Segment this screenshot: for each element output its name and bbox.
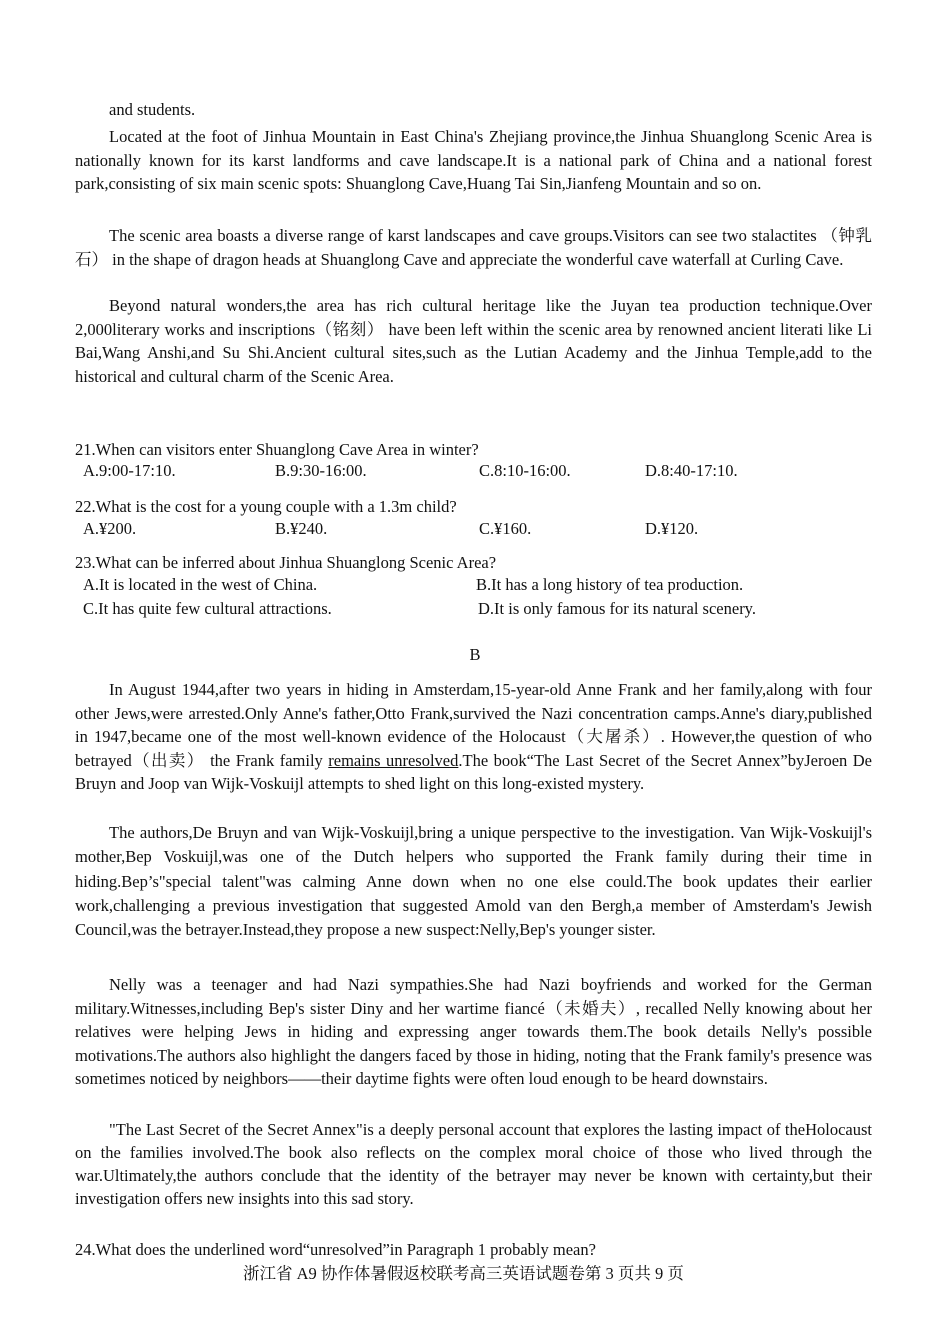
option-d: D.It is only famous for its natural scenery. — [478, 599, 756, 618]
passage-a-paragraph-1: Located at the foot of Jinhua Mountain in East China's Zhejiang province,the Jinhua Shuanglong Scenic Area is nationally known for its karst landforms and cave landscape.It is a national park of China and a national forest park,consisting of six main scenic spots: Shuanglong Cave,Huang Tai Sin,Jianfeng Mountain and so on. — [75, 127, 872, 193]
paragraph-1-text-before: In August 1944,after two years in hiding in Amsterdam,15-year-old Anne Frank and her family,along with four other Jews,were arrested.Only Anne's father,Otto Frank,survived the Nazi concentration camps.Anne's diary,published in 1947,became one of the most well-known evidence of the Holocaust（大屠杀）. However,the question of who betrayed（出卖） the Frank family — [75, 680, 872, 770]
question-23-options-row-1 — [83, 575, 873, 598]
question-21-stem: 21.When can visitors enter Shuanglong Cave Area in winter? — [75, 440, 479, 459]
option-c: C.8:10-16:00. — [479, 461, 571, 480]
option-a: A.9:00-17:10. — [83, 461, 176, 480]
page-footer: 浙江省 A9 协作体暑假返校联考高三英语试题卷第 3 页共 9 页 — [243, 1264, 684, 1283]
passage-b-paragraph-1 — [75, 678, 872, 796]
passage-a-fragment: and students. — [109, 100, 196, 119]
paragraph-1-text-after: .The book“The Last Secret of the Secret Annex”byJeroen De Bruyn and Joop van Wijk-Voskuijl attempts to shed light on this long-existed mystery. — [75, 750, 872, 793]
option-a: A.It is located in the west of China. — [83, 575, 318, 594]
option-d: D.¥120. — [645, 519, 699, 538]
passage-a-paragraph-3: Beyond natural wonders,the area has rich cultural heritage like the Juyan tea production technique.Over 2,000literary works and inscriptions（铭刻） have been left within the scenic area by renowned ancient literati like Li Bai,Wang Anshi,and Su Shi.Ancient cultural sites,such as the Lutian Academy and the Jinhua Temple,add to the historical and cultural charm of the Scenic Area. — [75, 296, 872, 386]
question-22-stem: 22.What is the cost for a young couple with a 1.3m child? — [75, 497, 457, 516]
passage-b-paragraph-3: Nelly was a teenager and had Nazi sympathies.She had Nazi boyfriends and worked for the German military.Witnesses,including Bep's sister Diny and her wartime fiancé（未婚夫）, recalled Nelly knowing about her relatives were helping Jews in hiding and expressing anger towards them.The book details Nelly's possible motivations.The authors also highlight the dangers faced by those in hiding, noting that the Frank family's presence was sometimes noticed by neighbors——their daytime fights were often loud enough to be heard downstairs. — [75, 975, 872, 1089]
option-b: B.9:30-16:00. — [275, 461, 367, 480]
question-23-options-row-2 — [83, 599, 873, 622]
option-c: C.It has quite few cultural attractions. — [83, 599, 332, 618]
underlined-word: remains unresolved — [328, 750, 459, 770]
option-b: B.¥240. — [275, 519, 328, 538]
section-b-title: B — [469, 645, 481, 664]
question-21-options — [83, 461, 873, 484]
passage-a-paragraph-2: The scenic area boasts a diverse range of karst landscapes and cave groups.Visitors can see two stalactites （钟乳石） in the shape of dragon heads at Shuanglong Cave and appreciate the wonderful cave waterfall at Curling Cave. — [75, 226, 872, 269]
option-a: A.¥200. — [83, 519, 137, 538]
question-23-stem: 23.What can be inferred about Jinhua Shuanglong Scenic Area? — [75, 553, 497, 572]
question-24-stem: 24.What does the underlined word“unresolved”in Paragraph 1 probably mean? — [75, 1240, 596, 1259]
question-22-options — [83, 519, 873, 542]
option-d: D.8:40-17:10. — [645, 461, 738, 480]
option-c: C.¥160. — [479, 519, 532, 538]
option-b: B.It has a long history of tea production. — [476, 575, 744, 594]
passage-b-paragraph-2: The authors,De Bruyn and van Wijk-Voskuijl,bring a unique perspective to the investigation. Van Wijk-Voskuijl's mother,Bep Voskuijl,was one of the Dutch helpers who supported the Frank family during their time in hiding.Bep’s"special talent"was calming Anne down when no one else could.The book updates their earlier work,challenging a previous investigation that suggested Amold van den Bergh,a member of Amsterdam's Jewish Council,was the betrayer.Instead,they propose a new suspect:Nelly,Bep's younger sister. — [75, 823, 872, 940]
passage-b-paragraph-4: "The Last Secret of the Secret Annex"is a deeply personal account that explores the lasting impact of theHolocaust on the families involved.The book also reflects on the complex moral choice of those who lived through the war.Ultimately,the authors conclude that the identity of the betrayer may never be known with certainty,but their investigation offers new insights into this sad story. — [75, 1120, 872, 1208]
